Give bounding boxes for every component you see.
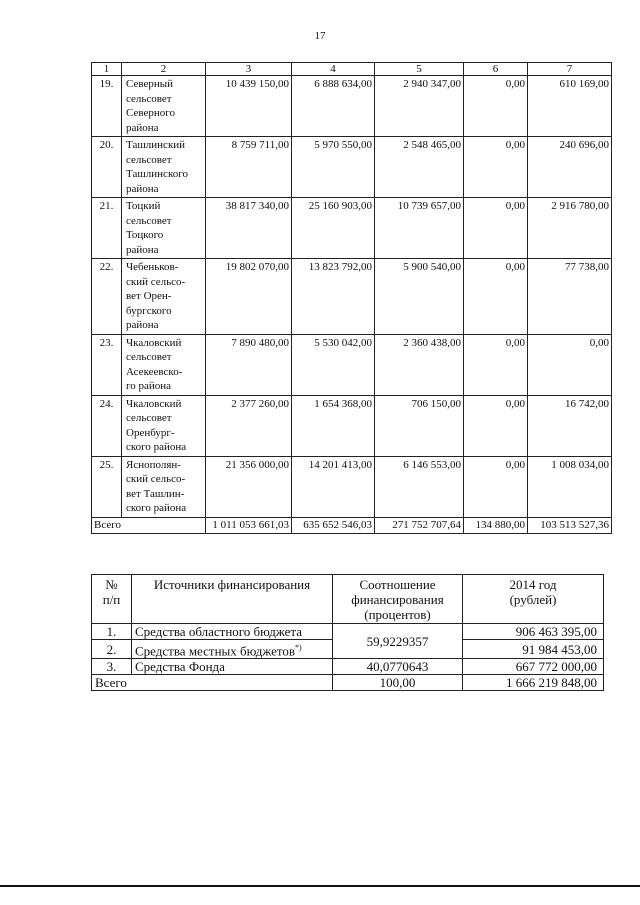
row-number: 19. <box>92 76 122 137</box>
header-share <box>333 575 463 624</box>
source-name: Средства Фонда <box>132 659 333 675</box>
funding-source-row <box>92 659 604 675</box>
amount-cell: 6 146 553,00 <box>375 456 464 517</box>
municipality-name-line: Чкаловский <box>126 397 182 410</box>
municipality-name-line: Тоцкий <box>126 200 161 212</box>
municipality-name-line: Оренбург- <box>126 426 175 439</box>
municipality-name-line: Тоцкого <box>126 229 164 241</box>
column-number: 3 <box>206 63 292 76</box>
amount-cell: 2 377 260,00 <box>206 395 292 456</box>
header-number-line-1: № <box>105 577 118 592</box>
municipality-name-line: сельсовет <box>126 214 172 227</box>
amount-cell: 0,00 <box>464 259 528 335</box>
table-row <box>92 395 612 456</box>
total-label: Всего <box>92 517 206 533</box>
column-number-row <box>92 63 612 76</box>
amount-cell: 0,00 <box>464 395 528 456</box>
amount-cell: 0,00 <box>464 137 528 198</box>
amount-cell: 2 548 465,00 <box>375 137 464 198</box>
municipality-name-line: ский сельсо- <box>126 473 186 485</box>
table-row <box>92 456 612 517</box>
column-number: 6 <box>464 63 528 76</box>
total-amount-cell: 1 011 053 661,03 <box>206 517 292 533</box>
header-share-line-2: финансирования <box>351 592 444 607</box>
row-number: 3. <box>92 659 132 675</box>
amount-cell: 0,00 <box>528 334 612 395</box>
municipality-name-line: района <box>126 243 159 256</box>
amount-value: 667 772 000,00 <box>463 659 604 675</box>
funding-source-row <box>92 624 604 640</box>
amount-cell: 0,00 <box>464 456 528 517</box>
table-row <box>92 334 612 395</box>
row-number: 1. <box>92 624 132 640</box>
amount-cell: 16 742,00 <box>528 395 612 456</box>
municipality-name-line: Северного <box>126 107 175 119</box>
total-share: 100,00 <box>333 675 463 691</box>
total-amount-cell: 271 752 707,64 <box>375 517 464 533</box>
municipality-name-line: Чкаловский <box>126 336 182 349</box>
municipality-name-line: ский сельсо- <box>126 275 186 288</box>
row-number: 20. <box>92 137 122 198</box>
amount-cell: 0,00 <box>464 76 528 137</box>
municipality-name-line: сельсовет <box>126 412 172 424</box>
source-name: Средства местных бюджетов <box>135 643 296 659</box>
column-number: 4 <box>292 63 375 76</box>
municipality-name <box>122 198 206 259</box>
municipality-name-line: сельсовет <box>126 351 172 363</box>
amount-cell: 610 169,00 <box>528 76 612 137</box>
municipality-name-line: Яснополян- <box>126 458 181 471</box>
header-year-line-1: 2014 год <box>509 577 557 592</box>
amount-cell: 6 888 634,00 <box>292 76 375 137</box>
amount-cell: 2 916 780,00 <box>528 198 612 259</box>
amount-cell: 0,00 <box>464 334 528 395</box>
amount-cell: 1 008 034,00 <box>528 456 612 517</box>
municipality-name-line: бургского <box>126 304 172 317</box>
amount-cell: 2 360 438,00 <box>375 334 464 395</box>
amount-cell: 1 654 368,00 <box>292 395 375 456</box>
amount-value: 906 463 395,00 <box>463 624 604 640</box>
amount-cell: 14 201 413,00 <box>292 456 375 517</box>
column-number: 2 <box>122 63 206 76</box>
municipality-name-line: ского района <box>126 441 187 453</box>
row-number: 25. <box>92 456 122 517</box>
amount-cell: 240 696,00 <box>528 137 612 198</box>
municipality-name-line: района <box>126 319 159 331</box>
share-value: 40,0770643 <box>333 659 463 675</box>
municipality-name-line: сельсовет <box>126 153 172 166</box>
row-number: 22. <box>92 259 122 335</box>
amount-cell: 8 759 711,00 <box>206 137 292 198</box>
total-label: Всего <box>92 675 333 691</box>
municipality-name-line: Ташлинский <box>126 139 186 151</box>
header-share-line-1: Соотношение <box>359 577 436 592</box>
column-number: 5 <box>375 63 464 76</box>
amount-cell: 5 900 540,00 <box>375 259 464 335</box>
column-number: 1 <box>92 63 122 76</box>
funding-sources-table <box>91 574 604 691</box>
source-name-cell <box>132 640 333 659</box>
header-sources: Источники финансирования <box>132 575 333 624</box>
table-row <box>92 259 612 335</box>
amount-cell: 19 802 070,00 <box>206 259 292 335</box>
total-amount-cell: 103 513 527,36 <box>528 517 612 533</box>
amount-cell: 13 823 792,00 <box>292 259 375 335</box>
total-row <box>92 517 612 533</box>
municipality-name <box>122 456 206 517</box>
municipality-funding-table <box>91 62 612 534</box>
row-number: 24. <box>92 395 122 456</box>
municipality-name <box>122 334 206 395</box>
funding-sources-header-row <box>92 575 604 624</box>
amount-cell: 5 530 042,00 <box>292 334 375 395</box>
municipality-name-line: Ташлинского <box>126 168 188 180</box>
table-row <box>92 198 612 259</box>
municipality-name-line: Северный <box>126 78 174 90</box>
table-row <box>92 76 612 137</box>
total-amount-cell: 635 652 546,03 <box>292 517 375 533</box>
municipality-name-line: вет Ташлин- <box>126 487 185 500</box>
amount-cell: 10 439 150,00 <box>206 76 292 137</box>
municipality-name-line: Асекеевско- <box>126 365 183 378</box>
source-name: Средства областного бюджета <box>132 624 333 640</box>
municipality-name-line: сельсовет <box>126 92 172 105</box>
row-number: 2. <box>92 640 132 659</box>
bottom-rule <box>0 885 640 887</box>
footnote-marker: *) <box>295 643 302 652</box>
row-number: 23. <box>92 334 122 395</box>
municipality-name-line: района <box>126 121 159 134</box>
amount-cell: 706 150,00 <box>375 395 464 456</box>
header-number-line-2: п/п <box>102 592 121 607</box>
municipality-name <box>122 76 206 137</box>
municipality-name-line: го района <box>126 380 172 392</box>
header-year-line-2: (рублей) <box>509 592 557 607</box>
total-amount: 1 666 219 848,00 <box>463 675 604 691</box>
amount-cell: 38 817 340,00 <box>206 198 292 259</box>
amount-cell: 25 160 903,00 <box>292 198 375 259</box>
table-row <box>92 137 612 198</box>
row-number: 21. <box>92 198 122 259</box>
header-number <box>92 575 132 624</box>
amount-cell: 0,00 <box>464 198 528 259</box>
municipality-name <box>122 395 206 456</box>
amount-cell: 7 890 480,00 <box>206 334 292 395</box>
amount-cell: 5 970 550,00 <box>292 137 375 198</box>
municipality-name-line: Чебеньков- <box>126 261 179 273</box>
amount-cell: 2 940 347,00 <box>375 76 464 137</box>
amount-cell: 21 356 000,00 <box>206 456 292 517</box>
municipality-name <box>122 137 206 198</box>
column-number: 7 <box>528 63 612 76</box>
header-share-line-3: (процентов) <box>364 607 431 622</box>
municipality-name <box>122 259 206 335</box>
total-amount-cell: 134 880,00 <box>464 517 528 533</box>
municipality-name-line: района <box>126 182 159 195</box>
municipality-name-line: ского района <box>126 502 187 514</box>
amount-value: 91 984 453,00 <box>463 640 604 659</box>
amount-cell: 10 739 657,00 <box>375 198 464 259</box>
funding-total-row <box>92 675 604 691</box>
header-year-amount <box>463 575 604 624</box>
municipality-name-line: вет Орен- <box>126 290 172 302</box>
page-number: 17 <box>314 30 326 42</box>
amount-cell: 77 738,00 <box>528 259 612 335</box>
merged-share-value: 59,9229357 <box>333 624 463 659</box>
